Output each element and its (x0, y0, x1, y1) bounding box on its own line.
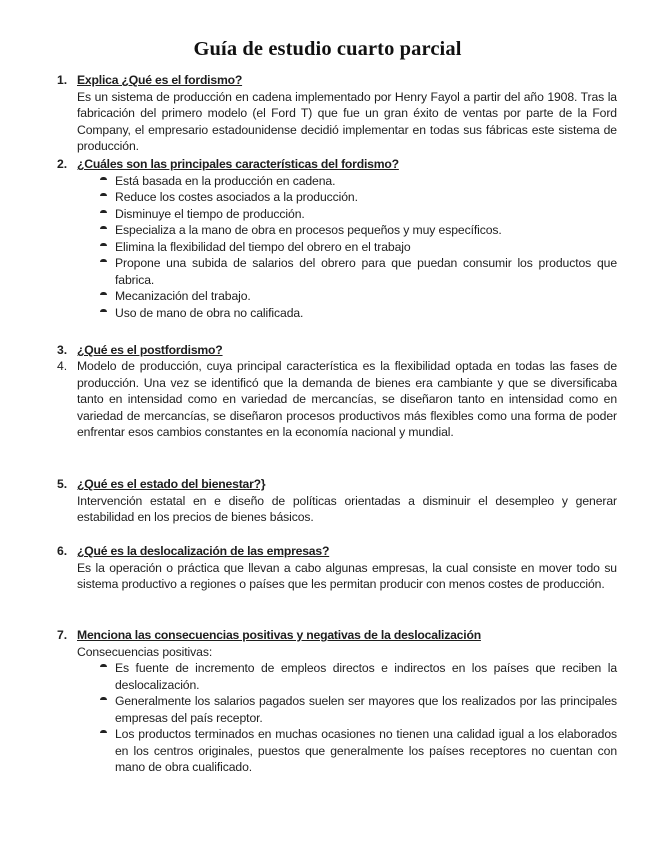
answer-paragraph: Modelo de producción, cuya principal característica es la flexibilidad optada en todas las fases de producción. Una vez se identificó que la demanda de bienes era cambiante y que se diversificaba tanto en intensidad como en variedad de mercancías, se diseñaron tanto en intensidad como en variedad de mercancías, se diseñaron procesos productivos más flexibles como una forma de poder enfrentar esos cambios constantes en la economía nacional y mundial. (77, 359, 617, 439)
section-number: 3. (57, 343, 68, 357)
section-4 (57, 358, 617, 441)
section-number: 6. (57, 544, 68, 558)
section-2 (57, 156, 617, 321)
question-heading: Explica ¿Qué es el fordismo? (77, 73, 243, 87)
bullet-item: Uso de mano de obra no calificada. (115, 305, 617, 322)
bullet-item: Elimina la flexibilidad del tiempo del obrero en el trabajo (115, 239, 617, 256)
bullet-item: Especializa a la mano de obra en procesos pequeños y muy específicos. (115, 222, 617, 239)
bullet-item: Disminuye el tiempo de producción. (115, 206, 617, 223)
section-number: 5. (57, 477, 68, 491)
question-heading: ¿Cuáles son las principales características del fordismo? (77, 157, 399, 171)
section-7 (57, 627, 617, 776)
answer-paragraph: Es un sistema de producción en cadena implementado por Henry Fayol a partir del año 1908. Tras la fabricación del primero modelo (el Ford T) que fue un gran éxito de ventas por parte de la Ford Company, el empresario estadounidense decidió implementar en todas sus fábricas este sistema de producción. (77, 89, 617, 153)
bullet-item: Está basada en la producción en cadena. (115, 173, 617, 190)
question-heading: ¿Qué es la deslocalización de las empresas? (77, 544, 330, 558)
section-3 (57, 342, 617, 359)
question-heading: ¿Qué es el estado del bienestar?} (77, 477, 266, 491)
question-heading: Menciona las consecuencias positivas y negativas de la deslocalización (77, 628, 481, 642)
section-number: 2. (57, 157, 68, 171)
bullet-item: Los productos terminados en muchas ocasiones no tienen una calidad igual a los elaborados en los centros originales, puestos que generalmente los países receptores no cuentan con mano de obra cualificado. (115, 727, 617, 774)
answer-paragraph: Es la operación o práctica que llevan a cabo algunas empresas, la cual consiste en mover todo su sistema productivo a regiones o países que les permitan producir con menos costes de producción. (77, 560, 617, 591)
answer-paragraph: Intervención estatal en e diseño de políticas orientadas a disminuir el desempleo y generar estabilidad en los precios de bienes básicos. (77, 493, 617, 524)
question-heading: ¿Qué es el postfordismo? (77, 343, 223, 357)
bullet-item: Generalmente los salarios pagados suelen ser mayores que los realizados por las principales empresas del país receptor. (115, 694, 617, 725)
section-6 (57, 543, 617, 593)
section-number: 1. (57, 73, 68, 87)
bullet-item: Es fuente de incremento de empleos directos e indirectos en los países que reciben la deslocalización. (115, 661, 617, 692)
intro-text: Consecuencias positivas: (77, 644, 213, 659)
bullet-item: Reduce los costes asociados a la producción. (115, 189, 617, 206)
section-5 (57, 476, 617, 526)
section-1 (57, 72, 617, 155)
section-number: 7. (57, 628, 68, 642)
bullet-item: Mecanización del trabajo. (115, 288, 617, 305)
bullet-item: Propone una subida de salarios del obrero para que puedan consumir los productos que fabrica. (115, 256, 617, 287)
section-number: 4. (57, 359, 68, 373)
page-title: Guía de estudio cuarto parcial (193, 38, 462, 60)
